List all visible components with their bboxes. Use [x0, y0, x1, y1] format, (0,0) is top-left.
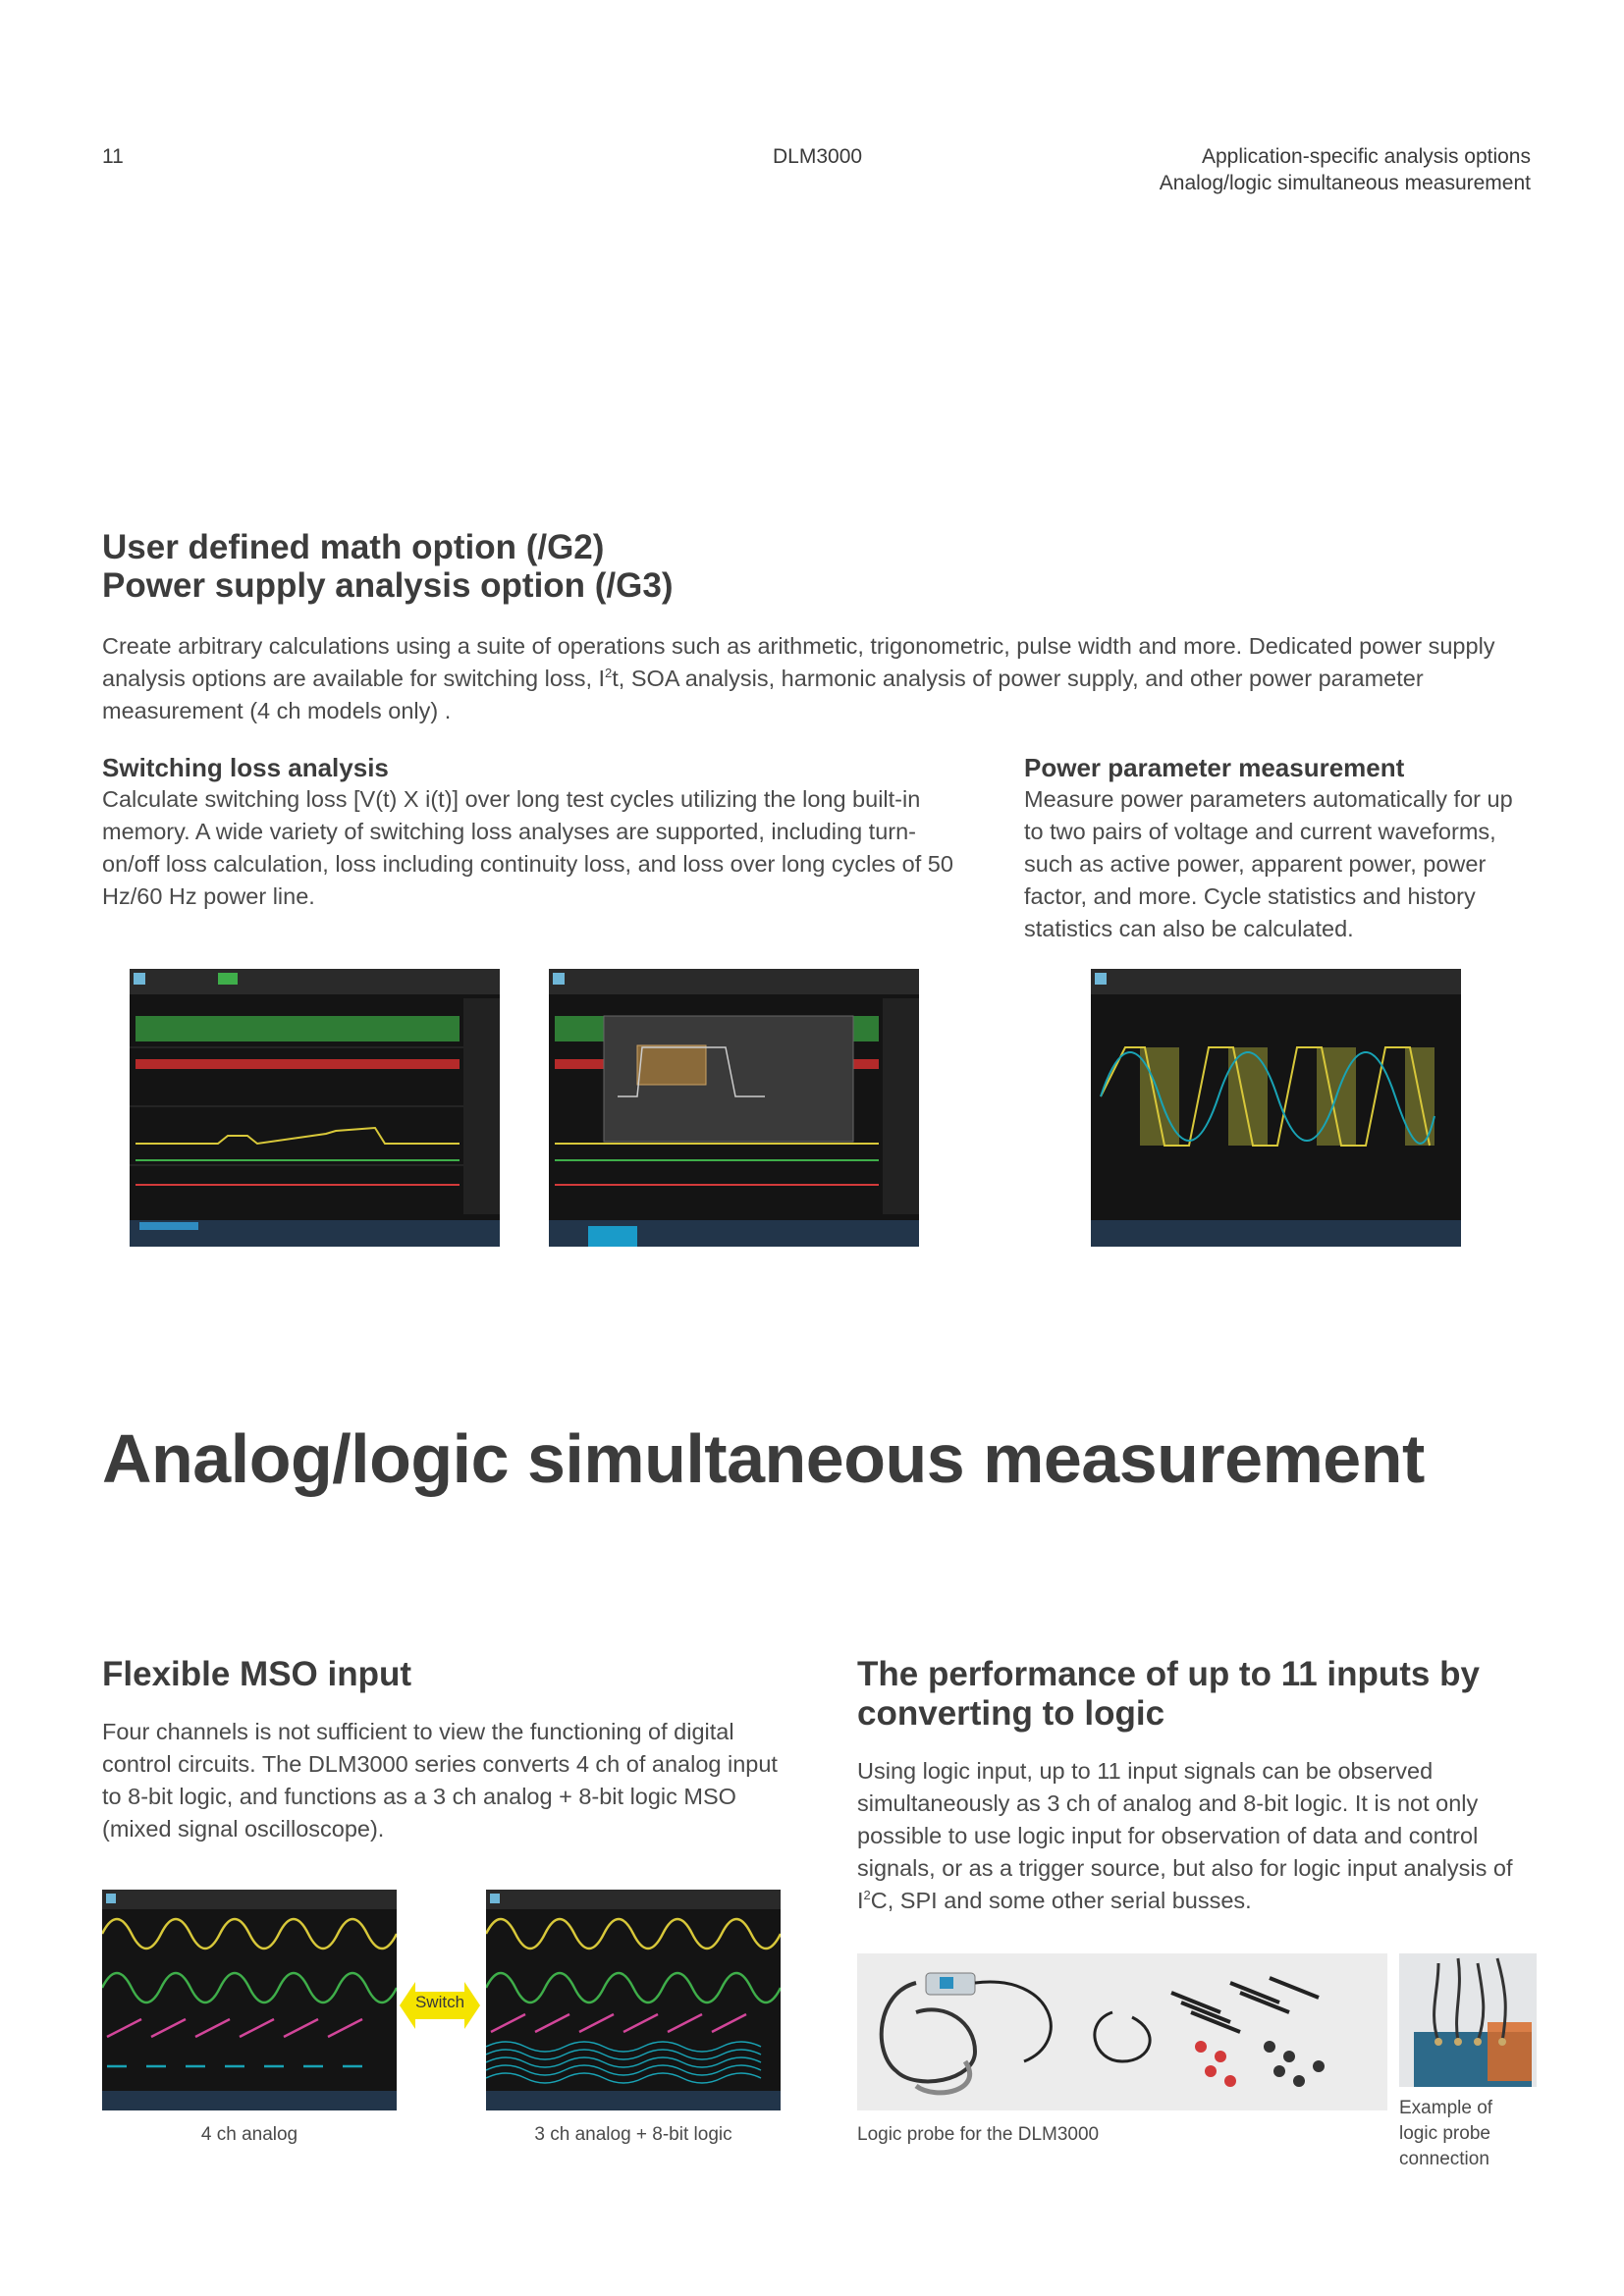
power-parameter-screenshot	[1091, 969, 1461, 1247]
math-power-section	[102, 528, 1536, 727]
eleven-inputs-title: The performance of up to 11 inputs by converting to logic	[857, 1655, 1480, 1733]
three-ch-logic-screenshot	[486, 1890, 781, 2110]
flexible-mso-title: Flexible MSO input	[102, 1655, 412, 1693]
probe-connection-caption: Example of logic probe connection	[1399, 2098, 1493, 2169]
switching-loss-body: Calculate switching loss [V(t) X i(t)] over long test cycles utilizing the long built-in memory. A wide variety of switching loss analyses are supported, including turn-on/off loss calculation, loss including continuity loss, and loss over long cycles of 50 Hz/60 Hz power line.	[102, 786, 953, 909]
four-ch-caption: 4 ch analog	[200, 2124, 298, 2145]
logic-probe-caption: Logic probe for the DLM3000	[857, 2124, 1100, 2145]
switch-label: Switch	[414, 1993, 465, 2011]
switching-loss-block	[102, 752, 966, 913]
product-name: DLM3000	[773, 145, 863, 168]
page-number: 11	[102, 145, 124, 168]
three-ch-caption: 3 ch analog + 8-bit logic	[534, 2124, 732, 2145]
power-param-block	[1024, 752, 1535, 945]
math-option-title: User defined math option (/G2)	[102, 528, 605, 566]
logic-probe-photo	[857, 1953, 1387, 2110]
switch-arrow	[400, 1978, 480, 2033]
analog-logic-title: Analog/logic simultaneous measurement	[102, 1420, 1425, 1497]
level-setup-screenshot	[549, 969, 919, 1247]
four-ch-analog-screenshot	[102, 1890, 397, 2110]
section-header	[1160, 143, 1531, 196]
math-power-intro: Create arbitrary calculations using a suite of operations such as arithmetic, trigonometric, pulse width and more. Dedicated power supply analysis options are available for switching loss, $I^2t$, SOA analysis, harmonic analysis of power supply, and other power parameter measurement (4 ch models only) .	[102, 633, 1495, 723]
power-param-title: Power parameter measurement	[1024, 753, 1405, 782]
probe-connection-photo	[1399, 1953, 1537, 2087]
power-option-title: Power supply analysis option (/G3)	[102, 566, 674, 605]
eleven-inputs-body: Using logic input, up to 11 input signals can be observed simultaneously as 3 ch of analog and 8-bit logic. It is not only possible to use logic input for observation of data and control signals, or as a trigger source, but also for logic input analysis of $I^2C$, SPI and some other serial busses.	[857, 1758, 1513, 1913]
flexible-mso-block	[102, 1655, 789, 1845]
section-header-line2: Analog/logic simultaneous measurement	[1159, 172, 1531, 194]
power-param-body: Measure power parameters automatically for up to two pairs of voltage and current waveforms, such as active power, apparent power, power factor, and more. Cycle statistics and history statistics can also be calculated.	[1024, 786, 1513, 941]
flexible-mso-body: Four channels is not sufficient to view the functioning of digital control circuits. The DLM3000 series converts 4 ch of analog input to 8-bit logic, and functions as a 3 ch analog + 8-bit logic MSO (mixed signal oscilloscope).	[102, 1719, 778, 1842]
switching-loss-screenshot	[130, 969, 500, 1247]
section-header-line1: Application-specific analysis options	[1201, 145, 1531, 168]
switching-loss-title: Switching loss analysis	[102, 753, 389, 782]
eleven-inputs-block	[857, 1655, 1544, 1917]
